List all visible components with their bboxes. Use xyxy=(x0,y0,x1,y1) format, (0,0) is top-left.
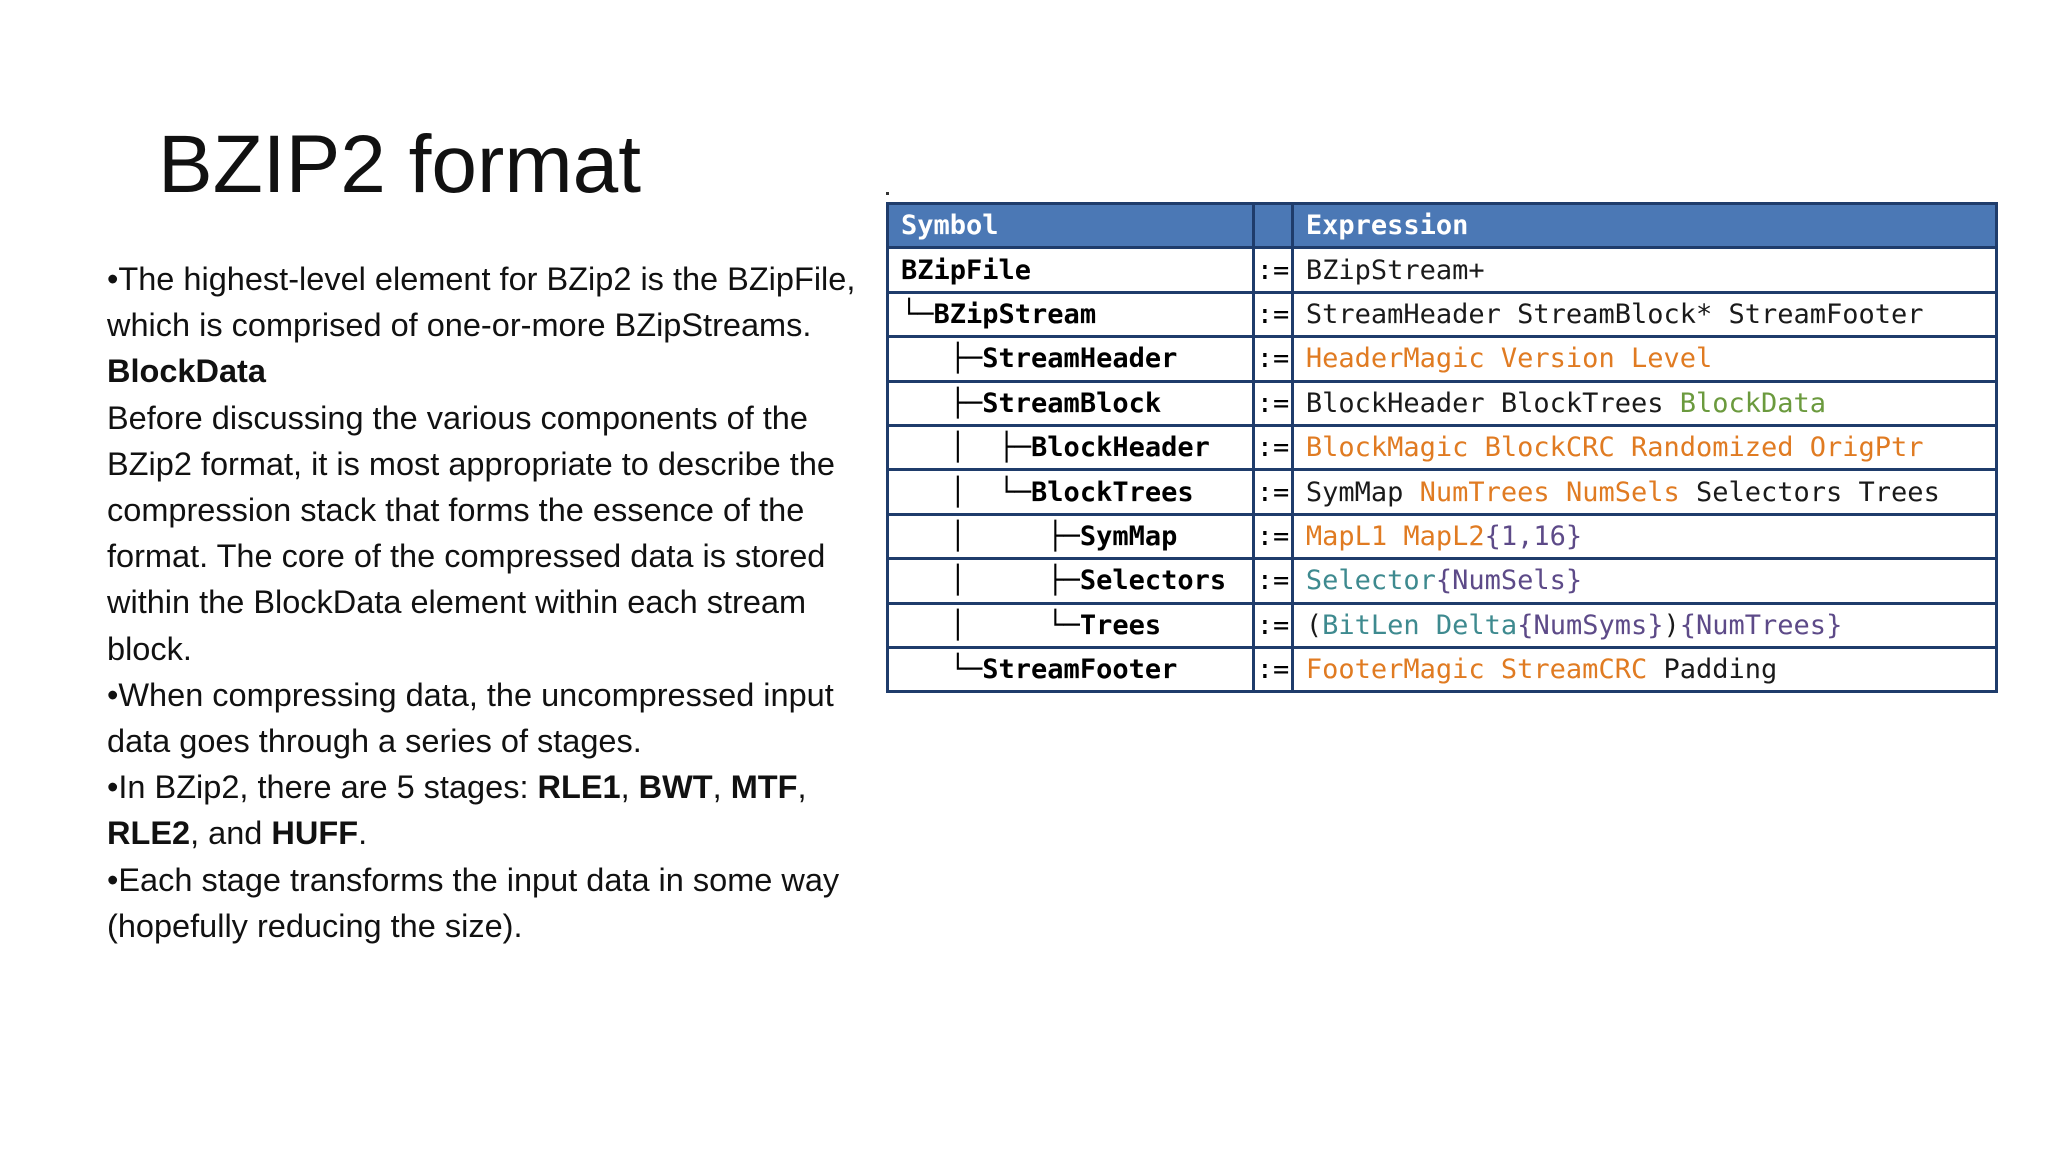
cell-op: := xyxy=(1254,514,1293,558)
expression-token: {NumSyms} xyxy=(1517,609,1664,641)
tree-prefix: ├─ xyxy=(901,387,983,419)
cell-op: := xyxy=(1254,381,1293,425)
table-row xyxy=(888,559,1997,603)
expression-token: BZipStream+ xyxy=(1305,254,1485,286)
symbol-name: SymMap xyxy=(1079,520,1178,552)
bzip2-grammar-table xyxy=(886,202,1998,693)
stray-dot xyxy=(886,192,889,195)
stage-separator: , and xyxy=(190,815,272,852)
cell-symbol xyxy=(888,337,1254,381)
paragraph-stages xyxy=(107,764,879,856)
symbol-name: BlockTrees xyxy=(1031,476,1194,508)
cell-op: := xyxy=(1254,470,1293,514)
cell-symbol xyxy=(888,559,1254,603)
cell-symbol xyxy=(888,647,1254,691)
stage-bwt: BWT xyxy=(638,769,713,806)
expression-token: ( xyxy=(1305,609,1323,641)
expression-token: MapL1 MapL2 xyxy=(1305,520,1485,552)
cell-op: := xyxy=(1254,425,1293,469)
expression-token: SymMap xyxy=(1305,476,1420,508)
cell-op: := xyxy=(1254,603,1293,647)
expression-token: {1,16} xyxy=(1484,520,1583,552)
cell-symbol xyxy=(888,248,1254,292)
table-row xyxy=(888,425,1997,469)
symbol-name: BlockHeader xyxy=(1031,432,1210,464)
expression-token: BitLen Delta xyxy=(1322,609,1518,641)
expression-token: FooterMagic StreamCRC xyxy=(1305,654,1648,686)
table-row xyxy=(888,603,1997,647)
expression-token: Padding xyxy=(1647,654,1778,686)
paragraph-blockdata: Before discussing the various components of the BZip2 format, it is most appropriate to describe the compression stack that forms the essence of the format. The core of the compressed data is stored within the BlockData element within each stream block. xyxy=(107,399,835,667)
cell-symbol xyxy=(888,425,1254,469)
symbol-name: BZipFile xyxy=(901,254,1032,286)
cell-expression xyxy=(1292,248,1996,292)
cell-expression xyxy=(1292,647,1996,691)
cell-expression xyxy=(1292,337,1996,381)
expression-token: BlockHeader BlockTrees xyxy=(1305,387,1680,419)
stage-separator: , xyxy=(712,769,731,806)
expression-token: Selectors Trees xyxy=(1679,476,1940,508)
tree-prefix: ├─ xyxy=(901,343,983,375)
stages-intro: •In BZip2, there are 5 stages: xyxy=(107,769,538,806)
paragraph-highest-level: •The highest-level element for BZip2 is the BZipFile, which is comprised of one-or-more BZipStreams. xyxy=(107,261,856,344)
expression-token: NumTrees NumSels xyxy=(1419,476,1680,508)
paragraph-compressing: •When compressing data, the uncompressed input data goes through a series of stages. xyxy=(107,676,834,760)
tree-prefix: │ └─ xyxy=(901,476,1032,508)
cell-expression xyxy=(1292,514,1996,558)
tree-prefix: └─ xyxy=(901,654,983,686)
expression-token: BlockMagic BlockCRC Randomized OrigPtr xyxy=(1305,432,1924,464)
table-row xyxy=(888,647,1997,691)
symbol-name: StreamBlock xyxy=(982,387,1162,419)
cell-expression xyxy=(1292,425,1996,469)
expression-token: StreamHeader StreamBlock* StreamFooter xyxy=(1305,298,1924,330)
cell-expression xyxy=(1292,603,1996,647)
stages-end: . xyxy=(358,815,368,852)
heading-blockdata-text: BlockData xyxy=(107,353,266,390)
tree-prefix: │ ├─ xyxy=(901,520,1080,552)
cell-op: := xyxy=(1254,292,1293,336)
expression-token: BlockData xyxy=(1679,387,1827,419)
stage-separator: , xyxy=(797,769,807,806)
expression-token: {NumSels} xyxy=(1435,565,1583,597)
tree-prefix: └─ xyxy=(901,298,934,330)
tree-prefix: │ └─ xyxy=(901,609,1080,641)
table-row xyxy=(888,381,1997,425)
symbol-name: StreamFooter xyxy=(982,654,1178,686)
stage-rle2: RLE2 xyxy=(107,815,191,852)
cell-op: := xyxy=(1254,248,1293,292)
table-row xyxy=(888,248,1997,292)
stage-rle1: RLE1 xyxy=(537,769,621,806)
symbol-name: Trees xyxy=(1079,609,1162,641)
table-row xyxy=(888,337,1997,381)
cell-expression xyxy=(1292,292,1996,336)
symbol-name: Selectors xyxy=(1079,565,1227,597)
symbol-name: BZipStream xyxy=(933,298,1097,330)
table-body xyxy=(888,248,1997,692)
stage-huff: HUFF xyxy=(271,815,359,852)
expression-token: {NumTrees} xyxy=(1679,609,1843,641)
stage-mtf: MTF xyxy=(730,769,798,806)
cell-op: := xyxy=(1254,337,1293,381)
cell-symbol xyxy=(888,603,1254,647)
table-header-row xyxy=(888,204,1997,248)
tree-prefix: │ ├─ xyxy=(901,432,1032,464)
slide-body xyxy=(107,256,879,949)
symbol-name: StreamHeader xyxy=(982,343,1178,375)
cell-op: := xyxy=(1254,647,1293,691)
cell-expression xyxy=(1292,381,1996,425)
table-row xyxy=(888,292,1997,336)
header-expression: Expression xyxy=(1292,204,1996,248)
cell-expression xyxy=(1292,470,1996,514)
cell-symbol xyxy=(888,381,1254,425)
slide-title: BZIP2 format xyxy=(158,119,642,210)
table-row xyxy=(888,514,1997,558)
table-row xyxy=(888,470,1997,514)
heading-blockdata xyxy=(107,348,879,394)
stage-separator: , xyxy=(620,769,639,806)
header-symbol: Symbol xyxy=(888,204,1254,248)
cell-symbol xyxy=(888,470,1254,514)
tree-prefix: │ ├─ xyxy=(901,565,1080,597)
paragraph-each-stage: •Each stage transforms the input data in some way (hopefully reducing the size). xyxy=(107,861,840,944)
expression-token: HeaderMagic Version Level xyxy=(1305,343,1713,375)
cell-symbol xyxy=(888,292,1254,336)
header-op xyxy=(1254,204,1293,248)
expression-token: Selector xyxy=(1305,565,1436,597)
cell-op: := xyxy=(1254,559,1293,603)
expression-token: ) xyxy=(1663,609,1680,641)
cell-expression xyxy=(1292,559,1996,603)
cell-symbol xyxy=(888,514,1254,558)
